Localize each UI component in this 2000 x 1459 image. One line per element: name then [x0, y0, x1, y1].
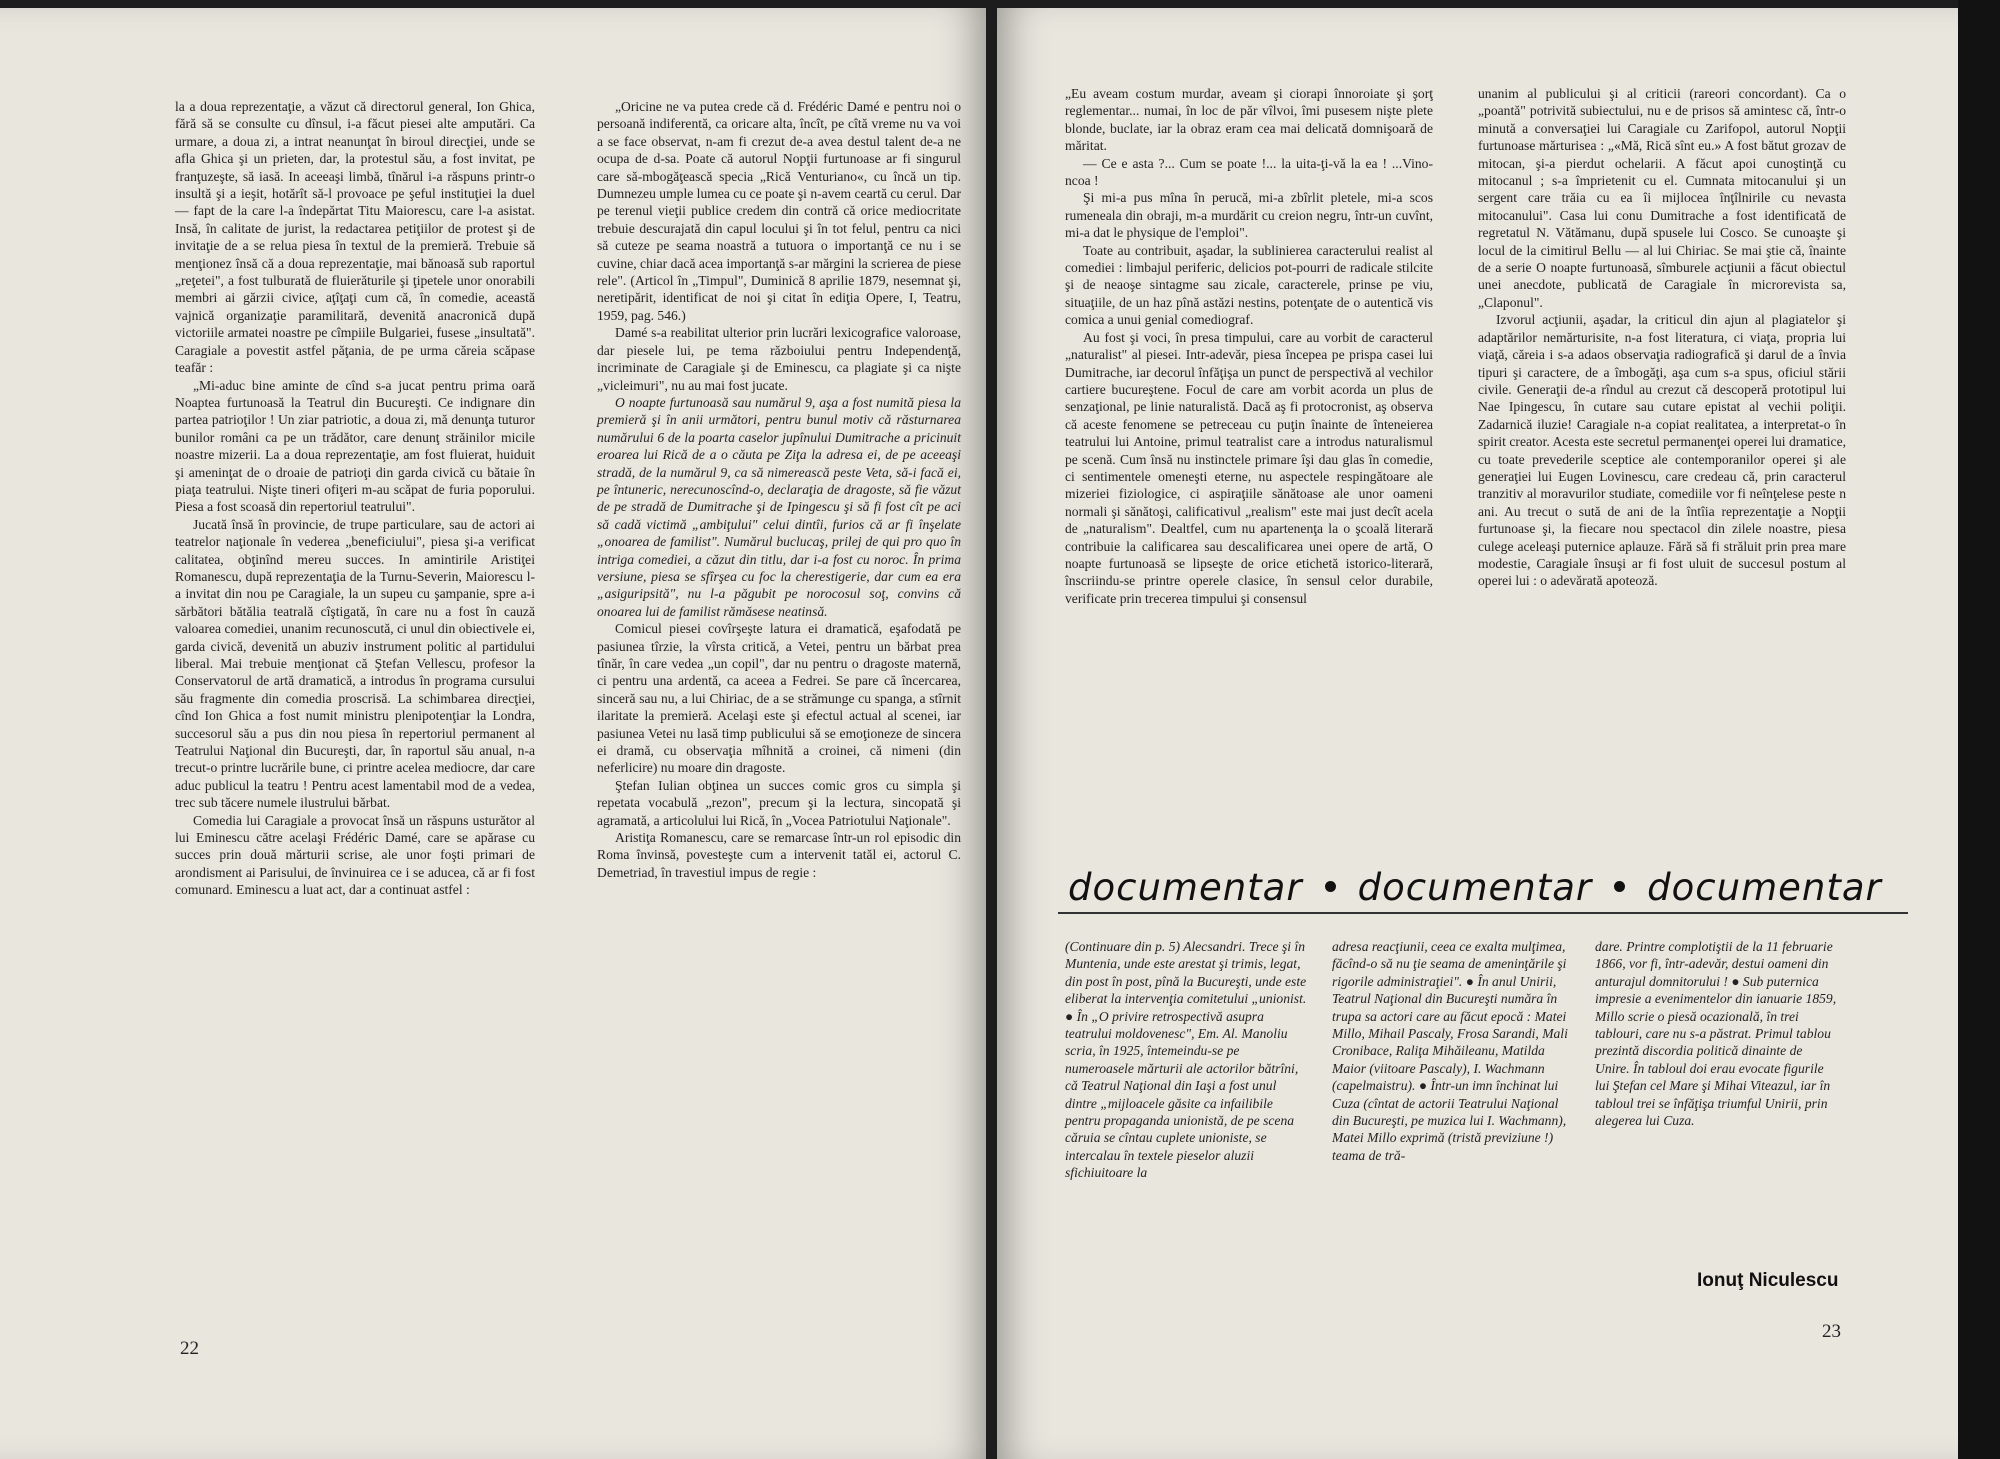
banner-word: documentar — [1068, 866, 1303, 909]
paragraph: „Oricine ne va putea crede că d. Frédéric Damé e pentru noi o persoană indiferentă, ca oricare alta, încît, pe cîtă vreme nu va voi a se face observat, n-am fi crezut de-a avea destul talent de-a ne ocupa de d-sa. Poate că autorul Nopţii furtunoase ar fi singurul care să-mbogăţească specia „Rică Venturiano«, cu încă un tip. Dumnezeu umple lumea cu ce poate şi n-avem ceartă cu cerul. Dar pe terenul vieţii publice credem din contră că orice mediocritate trebuie descurajată din capul locului şi în tot felul, pentru ca nici să cuteze pe seama noastră a tutuora o importanţă ce nu i se cuvine, chiar dacă acea importanţă s-ar mărgini la scrierea de piese rele". (Articol în „Timpul", Duminică 8 aprilie 1879, nesemnat şi, neretipărit, identificat de noi şi citat în ediţia Opere, I, Teatru, 1959, pag. 546.) — [597, 99, 961, 323]
paragraph: Comedia lui Caragiale a provocat însă un răspuns usturător al lui Eminescu către acelaşi Frédéric Damé, care se apărase cu succes prin două mărturii scrise, ale unor foşti primari de arondisment ai Parisului, de învinuirea ce i se aducea, că ar fi fost comunard. Eminescu a luat act, dar a continuat astfel : — [175, 812, 535, 898]
author-signature: Ionuţ Niculescu — [1697, 1270, 1839, 1291]
paragraph: „Mi-aduc bine aminte de cînd s-a jucat pentru prima oară Noaptea furtunoasă la Teatrul din Bucureşti. Ce indignare din partea patrioţilor ! Un ziar patriotic, a doua zi, mă denunţa tuturor bunilor români ca pe un trădător, care denunţ străinilor micile noastre mizerii. La a doua reprezentaţie, am fost fluierat, huiduit şi ameninţat de o droaie de patrioţi din garda civică cu bătaie în piaţa teatrului. Nişte tineri ofiţeri m-au scăpat de furia poporului. Piesa a fost scoasă din repertoriul teatrului". — [175, 377, 535, 515]
documentar-column-1 — [1065, 938, 1310, 1182]
documentar-banner — [1068, 866, 1888, 912]
cover-edge — [1958, 0, 2000, 1459]
documentar-column-3 — [1595, 938, 1840, 1129]
paragraph: Comicul piesei covîrşeşte latura ei dramatică, eşafodată pe pasiunea tîrzie, la vîrsta critică, a Vetei, pentru un bărbat prea tînăr, în care vedea „un copil", dar nu pentru o dragoste maternă, ci pentru una ardentă, ca aceea a Fedrei. Se pare că încercarea, sinceră sau nu, a lui Chiriac, de a se strămunge cu spanga, a stîrnit ilaritate la premieră. Acelaşi este şi efectul actual al scenei, iar pasiunea Vetei nu lasă timp publicului să se emoţioneze de sincera ei dramă, cu observaţia mîhnită a croinei, că nimeni (din neferlicire) nu moare din dragoste. — [597, 621, 961, 776]
right-column-1 — [1065, 85, 1433, 607]
paragraph: O noapte furtunoasă sau numărul 9, aşa a fost numită piesa la premieră şi în anii următori, pentru bunul motiv că răsturnarea numărului 6 de la poarta caselor jupînului Dumitrache a pricinuit eroarea lui Rică de a o căuta pe Ziţa la adresa ei, de pe aceeaşi stradă, de la numărul 9, ca să nimerească peste Veta, să-i facă ei, pe întuneric, nerecunoscînd-o, declaraţia de dragoste, să fie văzut de pe stradă de Dumitrache şi de Ipingescu şi să fi fost cît pe aci să cadă victimă „ambiţului" celui dintîi, furios că ar fi înşelate „onoarea de familist". Numărul buclucaş, prilej de qui pro quo în intriga comediei, a căzut din titlu, dar i-a fost cu noroc. În prima versiune, piesa se sfîrşea cu foc la cherestigerie, dar cum ea era „asiguripsită", nu l-a păgubit pe norocosul soţ, convins că onoarea lui de familist rămăsese neatinsă. — [597, 394, 961, 619]
paragraph: la a doua reprezentaţie, a văzut că directorul general, Ion Ghica, fără să se consulte cu dînsul, i-a făcut piesei alte amputări. Ca urmare, a doua zi, a intrat neanunţat în biroul direcţiei, unde se afla Ghica şi un prieten, dar, la protestul său, a fost invitat, pe franţuzeşte, să iasă. In aceeaşi limbă, tînărul i-a răspuns printr-o insultă şi a ieşit, hotărît să-l provoace pe şeful instituţiei la duel — fapt de la care l-a îndepărtat Titu Maiorescu, care l-a asistat. Insă, în calitate de jurist, la redactarea petiţiilor de protest şi de invitaţie de a se relua piesa în textul de la premieră. Trebuie să menţionez însă că a doua reprezentaţie, mai bănoasă sub raportul „reţetei", a fost tulburată de fluierăturile şi ţipetele unor onorabili membri ai gărzii civice, aţîţaţi cum că, în comedie, această vajnică organizaţie paramilitară, devenită anacronică după victoriile armatei noastre pe cîmpiile Bulgariei, fusese „insultată". Caragiale a povestit astfel păţania, de pe urma căreia scăpase teafăr : — [175, 99, 535, 376]
right-page — [997, 8, 2000, 1459]
paragraph: — Ce e asta ?... Cum se poate !... la uita-ţi-vă la ea ! ...Vino-ncoa ! — [1065, 155, 1433, 189]
bullet-icon — [1614, 881, 1625, 892]
banner-word: documentar — [1647, 866, 1882, 909]
paragraph: Damé s-a reabilitat ulterior prin lucrări lexicografice valoroase, dar piesele lui, pe tema războiului pentru Independenţă, incriminate de Caragiale şi de Eminescu, ca plagiate şi ca nişte „vicleimuri", nu au mai fost jucate. — [597, 325, 961, 393]
paragraph: „Eu aveam costum murdar, aveam şi ciorapi înnoroiate şi şorţ reglementar... numai, în loc de păr vîlvoi, îmi pusesem nişte plete blonde, buclate, iar la obraz eram cea mai delicată domnişoară de măritat. — [1065, 86, 1433, 154]
right-column-2 — [1478, 85, 1846, 590]
left-page — [0, 8, 986, 1459]
paragraph: unanim al publicului şi al criticii (rareori concordant). Ca o „poantă" potrivită subiectului, nu e de prisos să amintesc că, într-o minută a conversaţiei lui Caragiale cu Zarifopol, autorul Nopţii furtunoase mărturisea : „«Mă, Rică sînt eu.» A fost bătut grozav de mitocan, şi-a pierdut ochelarii. A făcut apoi cunoştinţă cu mitocanul ; s-a împrietenit cu el. Cumnata mitocanului şi un sergent care trăia cu ea îi mijlocea înţîlnirile cu nevasta mitocanului". Casa lui conu Dumitrache a fost identificată de regretatul N. Vătămanu, după spusele lui Cosco. Se cunoaşte şi locul de la cimitirul Bellu — al lui Chiriac. Se mai ştie că, înainte de a serie O noapte furtunoasă, sîmburele acţiunii a făcut obiectul unei anecdote, publicată de Caragiale în microrevista sa, „Claponul". — [1478, 86, 1846, 310]
left-column-1 — [175, 98, 535, 899]
paragraph: Ştefan Iulian obţinea un succes comic gros cu simpla şi repetata vocabulă „rezon", precum şi la lectura, sincopată şi agramată, a articolului lui Rică, în „Vocea Patriotului Naţionale". — [597, 777, 961, 828]
documentar-column-2 — [1332, 938, 1572, 1164]
bullet-icon — [1325, 881, 1336, 892]
paragraph: Au fost şi voci, în presa timpului, care au vorbit de caracterul „naturalist" al piesei. Intr-adevăr, piesa începea pe prispa casei lui Dumitrache, iar decorul înfăţişa un punct de perspectivă al vechilor cartiere bucureştene. Focul de care am vorbit acorda un plus de senzaţional, pe linie naturalistă. Dacă aş fi protocronist, aş observa că aceste fenomene se petreceau cu puţin înainte de înteneierea teatrului lui Antoine, primul teatralist care a introdus naturalismul pe scenă. Cum însă nu instinctele primare îşi dau glas în comedie, ci sentimentele omeneşti eterne, nu aspectele respingătoare ale mizeriei fiziologice, ci aspiraţiile sănătoase ale unor oameni normali şi sănătoşi, calificativul „realism" este mai just decît acela de „naturalism". Dealtfel, cum nu apartenenţa la o şcoală literară contribuie la calificarea sau descalificarea unei opere de artă, O noapte furtunoasă se lipseşte de orice etichetă istorico-literară, înscriindu-se printre operele clasice, în sensul celor durabile, verificate prin trecerea timpului şi consensul — [1065, 329, 1433, 606]
paragraph: (Continuare din p. 5) Alecsandri. Trece şi în Muntenia, unde este arestat şi trimis, legat, din post în post, pînă la Bucureşti, unde este eliberat la intervenţia comitetului „unionist. ● În „O privire retrospectivă asupra teatrului moldovenesc", Em. Al. Manoliu scria, în 1925, întemeindu-se pe numeroasele mărturii ale actorilor bătrîni, că Teatrul Naţional din Iaşi a fost unul dintre „mijloacele găsite ca infailibile pentru propaganda unionistă, de pe scena căruia se cîntau cuplete unioniste, se intercalau în textele pieselor aluzii sfichiuitoare la — [1065, 939, 1307, 1181]
paragraph: dare. Printre complotiştii de la 11 februarie 1866, vor fi, într-adevăr, destui oameni din anturajul domnitorului ! ● Sub puternica impresie a evenimentelor din ianuarie 1859, Millo scrie o piesă ocazională, în trei tablouri, care nu s-a păstrat. Primul tablou prezintă discordia politică dinainte de Unire. În tabloul doi erau evocate figurile lui Ştefan cel Mare şi Mihai Viteazul, iar în tabloul trei se înfăţişa triumful Unirii, prin alegerea lui Cuza. — [1595, 939, 1837, 1129]
paragraph: Aristiţa Romanescu, care se remarcase într-un rol episodic din Roma învinsă, povesteşte cum a intervenit tatăl ei, actorul C. Demetriad, în travestiul impus de regie : — [597, 830, 961, 880]
paragraph: Izvorul acţiunii, aşadar, la criticul din ajun al plagiatelor şi adaptărilor nemărturisite, n-a fost literatura, ci viaţa, propria lui viaţă, căreia i s-a adaos observaţia radiografică şi darul de a învia tipuri şi caractere, de a îmbogăţi, aşa cum s-a spus, oficiul stării civile. Generaţii de-a rîndul au crezut că descoperă prototipul lui Nae Ipingescu, în cutare sau cutare epistat al vechii poliţii. Zadarnică iluzie! Caragiale n-a copiat realitatea, a interpretat-o în spirit creator. Acesta este secretul permanenţei operei lui dramatice, cu toate prevederile sceptice ale contemporanilor operei şi ale generaţiei lui Eugen Lovinescu, care credeau că, prin caracterul tranzitiv al moravurilor studiate, comediile vor fi neînţelese peste n ani. Au trecut o sută de ani de la întîia reprezentaţie a Nopţii furtunoase şi, la fiecare nou spectacol din zilele noastre, piesa culege aceleaşi puternice aplauze. Fără să fi străluit prin prea mare modestie, Caragiale însuşi ar fi fost uluit de succesul postum al operei lui : o adevărată apoteoză. — [1478, 312, 1846, 589]
banner-underline — [1058, 912, 1908, 914]
paragraph: Jucată însă în provincie, de trupe particulare, sau de actori ai teatrelor naţionale în vederea „beneficiului", piesa şi-a verificat calitatea, obţinînd mereu succes. In amintirile Aristiţei Romanescu, după reprezentaţia de la Turnu-Severin, Maiorescu l-a invitat din nou pe Caragiale, la un supeu cu şampanie, spre a-i sărbători bătălia teatrală cîştigată, în care nu a fost în cauză valoarea comediei, unanim recunoscută, ci unul din obiectivele ei, garda civică, devenită un abuziv instrument politic al partidului liberal. Mai trebuie menţionat că Ştefan Vellescu, profesor la Conservatorul de artă dramatică, a introdus în programa cursului său fragmente din comedia proscrisă. La schimbarea direcţiei, cînd Ion Ghica a fost numit ministru plenipotenţiar la Londra, succesorul său a pus din nou piesa în repertoriul permanent al Teatrului Naţional din Bucureşti, dar, în raportul său anual, n-a trecut-o printre lucrările bune, ci printre acelea mediocre, dar care aduc publicul la teatru ! Pentru acest lamentabil mod de a vedea, trec sub tăcere numele ilustrului bărbat. — [175, 516, 535, 811]
page-number: 23 — [1822, 1321, 1841, 1342]
paragraph: Toate au contribuit, aşadar, la sublinierea caracterului realist al comediei : limbajul periferic, delicios pot-pourri de radicale stilcite şi de neaoşe sintagme sau zicale, caracterele, prinse pe viu, situaţiile, de un haz pînă astăzi nestins, potenţate de o autentică vis comica a unui genial comediograf. — [1065, 242, 1433, 328]
paragraph: adresa reacţiunii, ceea ce exalta mulţimea, făcînd-o să nu ţie seama de ameninţările şi rigorile administraţiei". ● În anul Unirii, Teatrul Naţional din Bucureşti număra în trupa sa actori care au făcut epocă : Matei Millo, Mihail Pascaly, Frosa Sarandi, Mali Cronibace, Raliţa Mihăileanu, Matilda Maior (viitoare Pascaly), I. Wachmann (capelmaistru). ● Într-un imn închinat lui Cuza (cîntat de actorii Teatrului Naţional din Bucureşti, pe muzica lui I. Wachmann), Matei Millo exprimă (tristă previziune !) teama de tră- — [1332, 939, 1568, 1163]
left-column-2 — [597, 98, 961, 881]
paragraph: Şi mi-a pus mîna în perucă, mi-a zbîrlit pletele, mi-a scos rumeneala din obraji, m-a murdărit cu creion negru, într-un cuvînt, mi-a dat le physique de l'emploi". — [1065, 190, 1433, 241]
banner-word: documentar — [1357, 866, 1593, 909]
page-number: 22 — [180, 1338, 199, 1359]
